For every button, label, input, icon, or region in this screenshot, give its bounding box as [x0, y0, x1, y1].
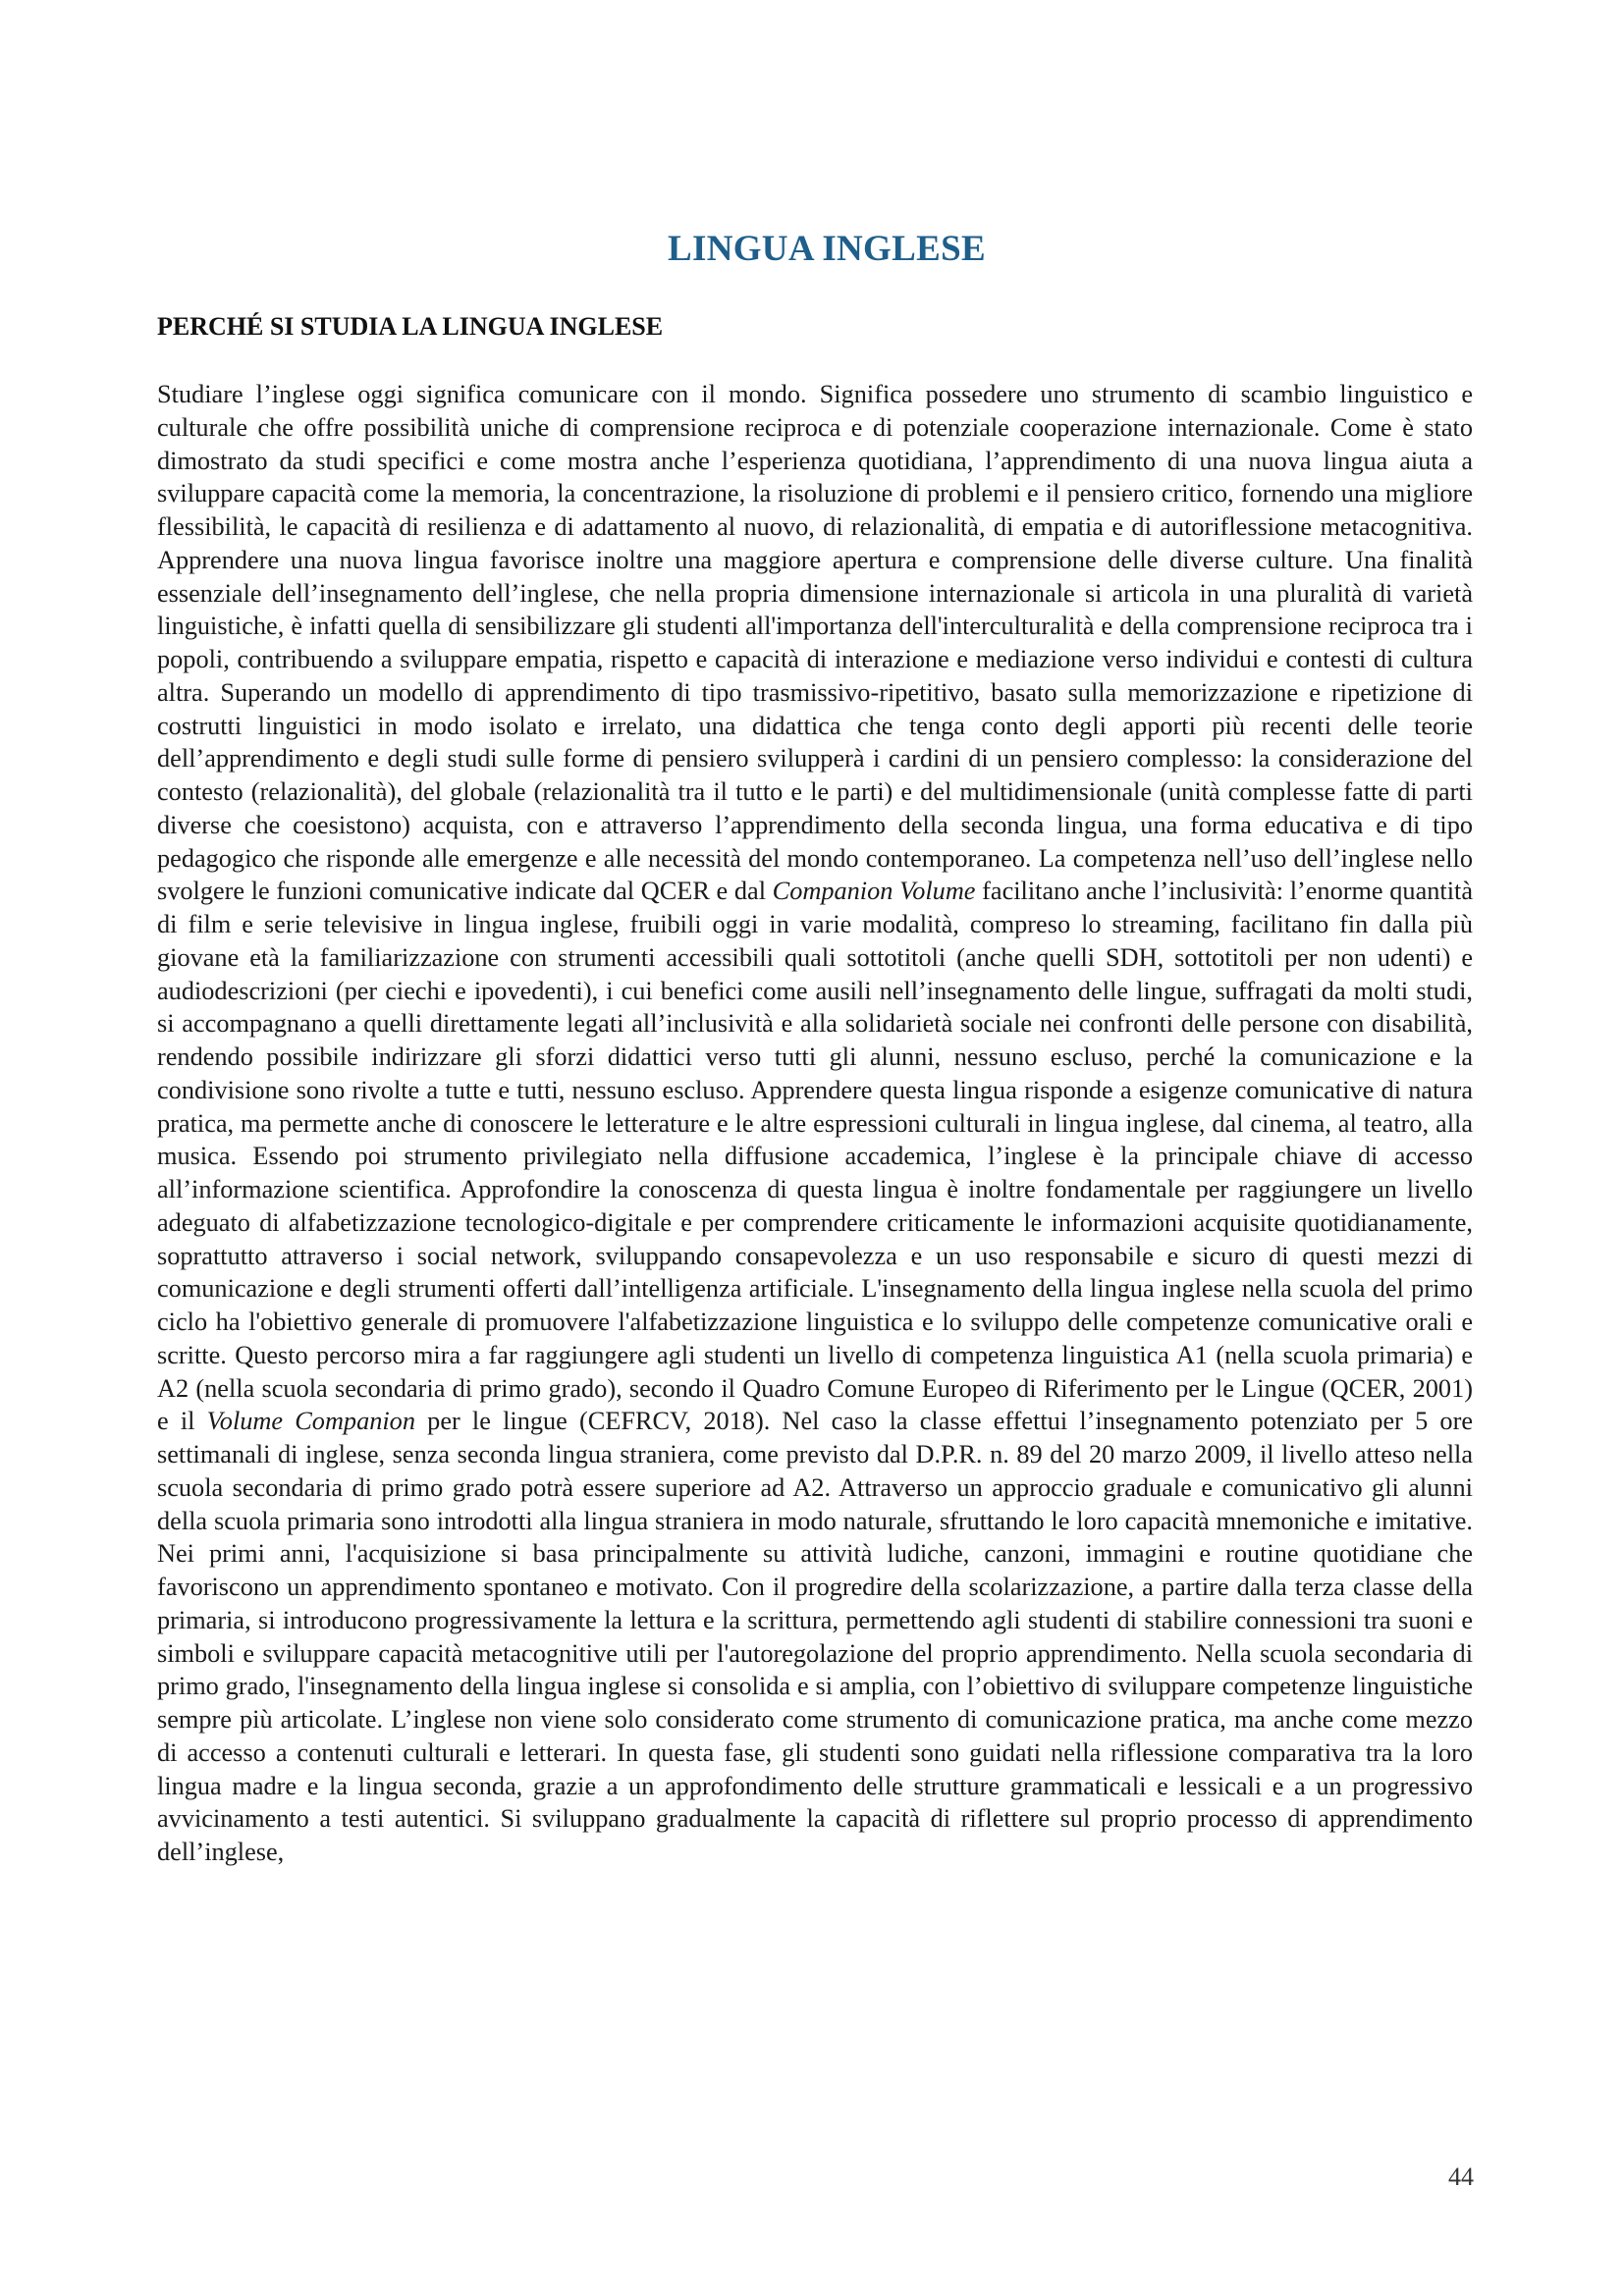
- italic-term-volume-companion: Volume Companion: [206, 1407, 415, 1436]
- section-heading: PERCHÉ SI STUDIA LA LINGUA INGLESE: [157, 312, 664, 341]
- italic-term-companion-volume: Companion Volume: [772, 877, 976, 906]
- paragraph-text-part-1: Studiare l’inglese oggi significa comunicare con il mondo. Significa possedere uno strumento di scambio linguistico e culturale che offre possibilità uniche di comprensione reciproca e di potenziale cooperazione internazionale. Come è stato dimostrato da studi specifici e come mostra anche l’esperienza quotidiana, l’apprendimento di una nuova lingua aiuta a sviluppare capacità come la memoria, la concentrazione, la risoluzione di problemi e il pensiero critico, fornendo una migliore flessibilità, le capacità di resilienza e di adattamento al nuovo, di relazionalità, di empatia e di autoriflessione metacognitiva. Apprendere una nuova lingua favorisce inoltre una maggiore apertura e comprensione delle diverse culture. Una finalità essenziale dell’insegnamento dell’inglese, che nella propria dimensione internazionale si articola in una pluralità di varietà linguistiche, è infatti quella di sensibilizzare gli studenti all'importanza dell'interculturalità e della comprensione reciproca tra i popoli, contribuendo a sviluppare empatia, rispetto e capacità di interazione e mediazione verso individui e contesti di cultura altra. Superando un modello di apprendimento di tipo trasmissivo-ripetitivo, basato sulla memorizzazione e ripetizione di costrutti linguistici in modo isolato e irrelato, una didattica che tenga conto degli apporti più recenti delle teorie dell’apprendimento e degli studi sulle forme di pensiero svilupperà i cardini di un pensiero complesso: la considerazione del contesto (relazionalità), del globale (relazionalità tra il tutto e le parti) e del multidimensionale (unità complesse fatte di parti diverse che coesistono) acquista, con e attraverso l’apprendimento della seconda lingua, una forma educativa e di tipo pedagogico che risponde alle emergenze e alle necessità del mondo contemporaneo. La competenza nell’uso dell’inglese nello svolgere le funzioni comunicative indicate dal QCER e dal: [157, 380, 1473, 906]
- page-number: 44: [1448, 2163, 1474, 2191]
- paragraph-text-part-2: facilitano anche l’inclusività: l’enorme quantità di film e serie televisive in lingua inglese, fruibili oggi in varie modalità, compreso lo streaming, facilitano fin dalla più giovane età la familiarizzazione con strumenti accessibili quali sottotitoli (anche quelli SDH, sottotitoli per non udenti) e audiodescrizioni (per ciechi e ipovedenti), i cui benefici come ausili nell’insegnamento delle lingue, suffragati da molti studi, si accompagnano a quelli direttamente legati all’inclusività e alla solidarietà sociale nei confronti delle persone con disabilità, rendendo possibile indirizzare gli sforzi didattici verso tutti gli alunni, nessuno escluso, perché la comunicazione e la condivisione sono rivolte a tutte e tutti, nessuno escluso. Apprendere questa lingua risponde a esigenze comunicative di natura pratica, ma permette anche di conoscere le letterature e le altre espressioni culturali in lingua inglese, dal cinema, al teatro, alla musica. Essendo poi strumento privilegiato nella diffusione accademica, l’inglese è la principale chiave di accesso all’informazione scientifica. Approfondire la conoscenza di questa lingua è inoltre fondamentale per raggiungere un livello adeguato di alfabetizzazione tecnologico-digitale e per comprendere criticamente le informazioni acquisite quotidianamente, soprattutto attraverso i social network, sviluppando consapevolezza e un uso responsabile e sicuro di questi mezzi di comunicazione e degli strumenti offerti dall’intelligenza artificiale. L'insegnamento della lingua inglese nella scuola del primo ciclo ha l'obiettivo generale di promuovere l'alfabetizzazione linguistica e lo sviluppo delle competenze comunicative orali e scritte. Questo percorso mira a far raggiungere agli studenti un livello di competenza linguistica A1 (nella scuola primaria) e A2 (nella scuola secondaria di primo grado), secondo il Quadro Comune Europeo di Riferimento per le Lingue (QCER, 2001) e il: [157, 877, 1473, 1436]
- paragraph-text-part-3: per le lingue (CEFRCV, 2018). Nel caso la classe effettui l’insegnamento potenziato per 5 ore settimanali di inglese, senza seconda lingua straniera, come previsto dal D.P.R. n. 89 del 20 marzo 2009, il livello atteso nella scuola secondaria di primo grado potrà essere superiore ad A2. Attraverso un approccio graduale e comunicativo gli alunni della scuola primaria sono introdotti alla lingua straniera in modo naturale, sfruttando le loro capacità mnemoniche e imitative. Nei primi anni, l'acquisizione si basa principalmente su attività ludiche, canzoni, immagini e routine quotidiane che favoriscono un apprendimento spontaneo e motivato. Con il progredire della scolarizzazione, a partire dalla terza classe della primaria, si introducono progressivamente la lettura e la scrittura, permettendo agli studenti di stabilire connessioni tra suoni e simboli e sviluppare capacità metacognitive utili per l'autoregolazione del proprio apprendimento. Nella scuola secondaria di primo grado, l'insegnamento della lingua inglese si consolida e si amplia, con l’obiettivo di sviluppare competenze linguistiche sempre più articolate. L’inglese non viene solo considerato come strumento di comunicazione pratica, ma anche come mezzo di accesso a contenuti culturali e letterari. In questa fase, gli studenti sono guidati nella riflessione comparativa tra la loro lingua madre e la lingua seconda, grazie a un approfondimento delle strutture grammaticali e lessicali e a un progressivo avvicinamento a testi autentici. Si sviluppano gradualmente la capacità di riflettere sul proprio processo di apprendimento dell’inglese,: [157, 1407, 1473, 1866]
- page-title: LINGUA INGLESE: [668, 229, 986, 269]
- body-paragraph: [157, 378, 1473, 1869]
